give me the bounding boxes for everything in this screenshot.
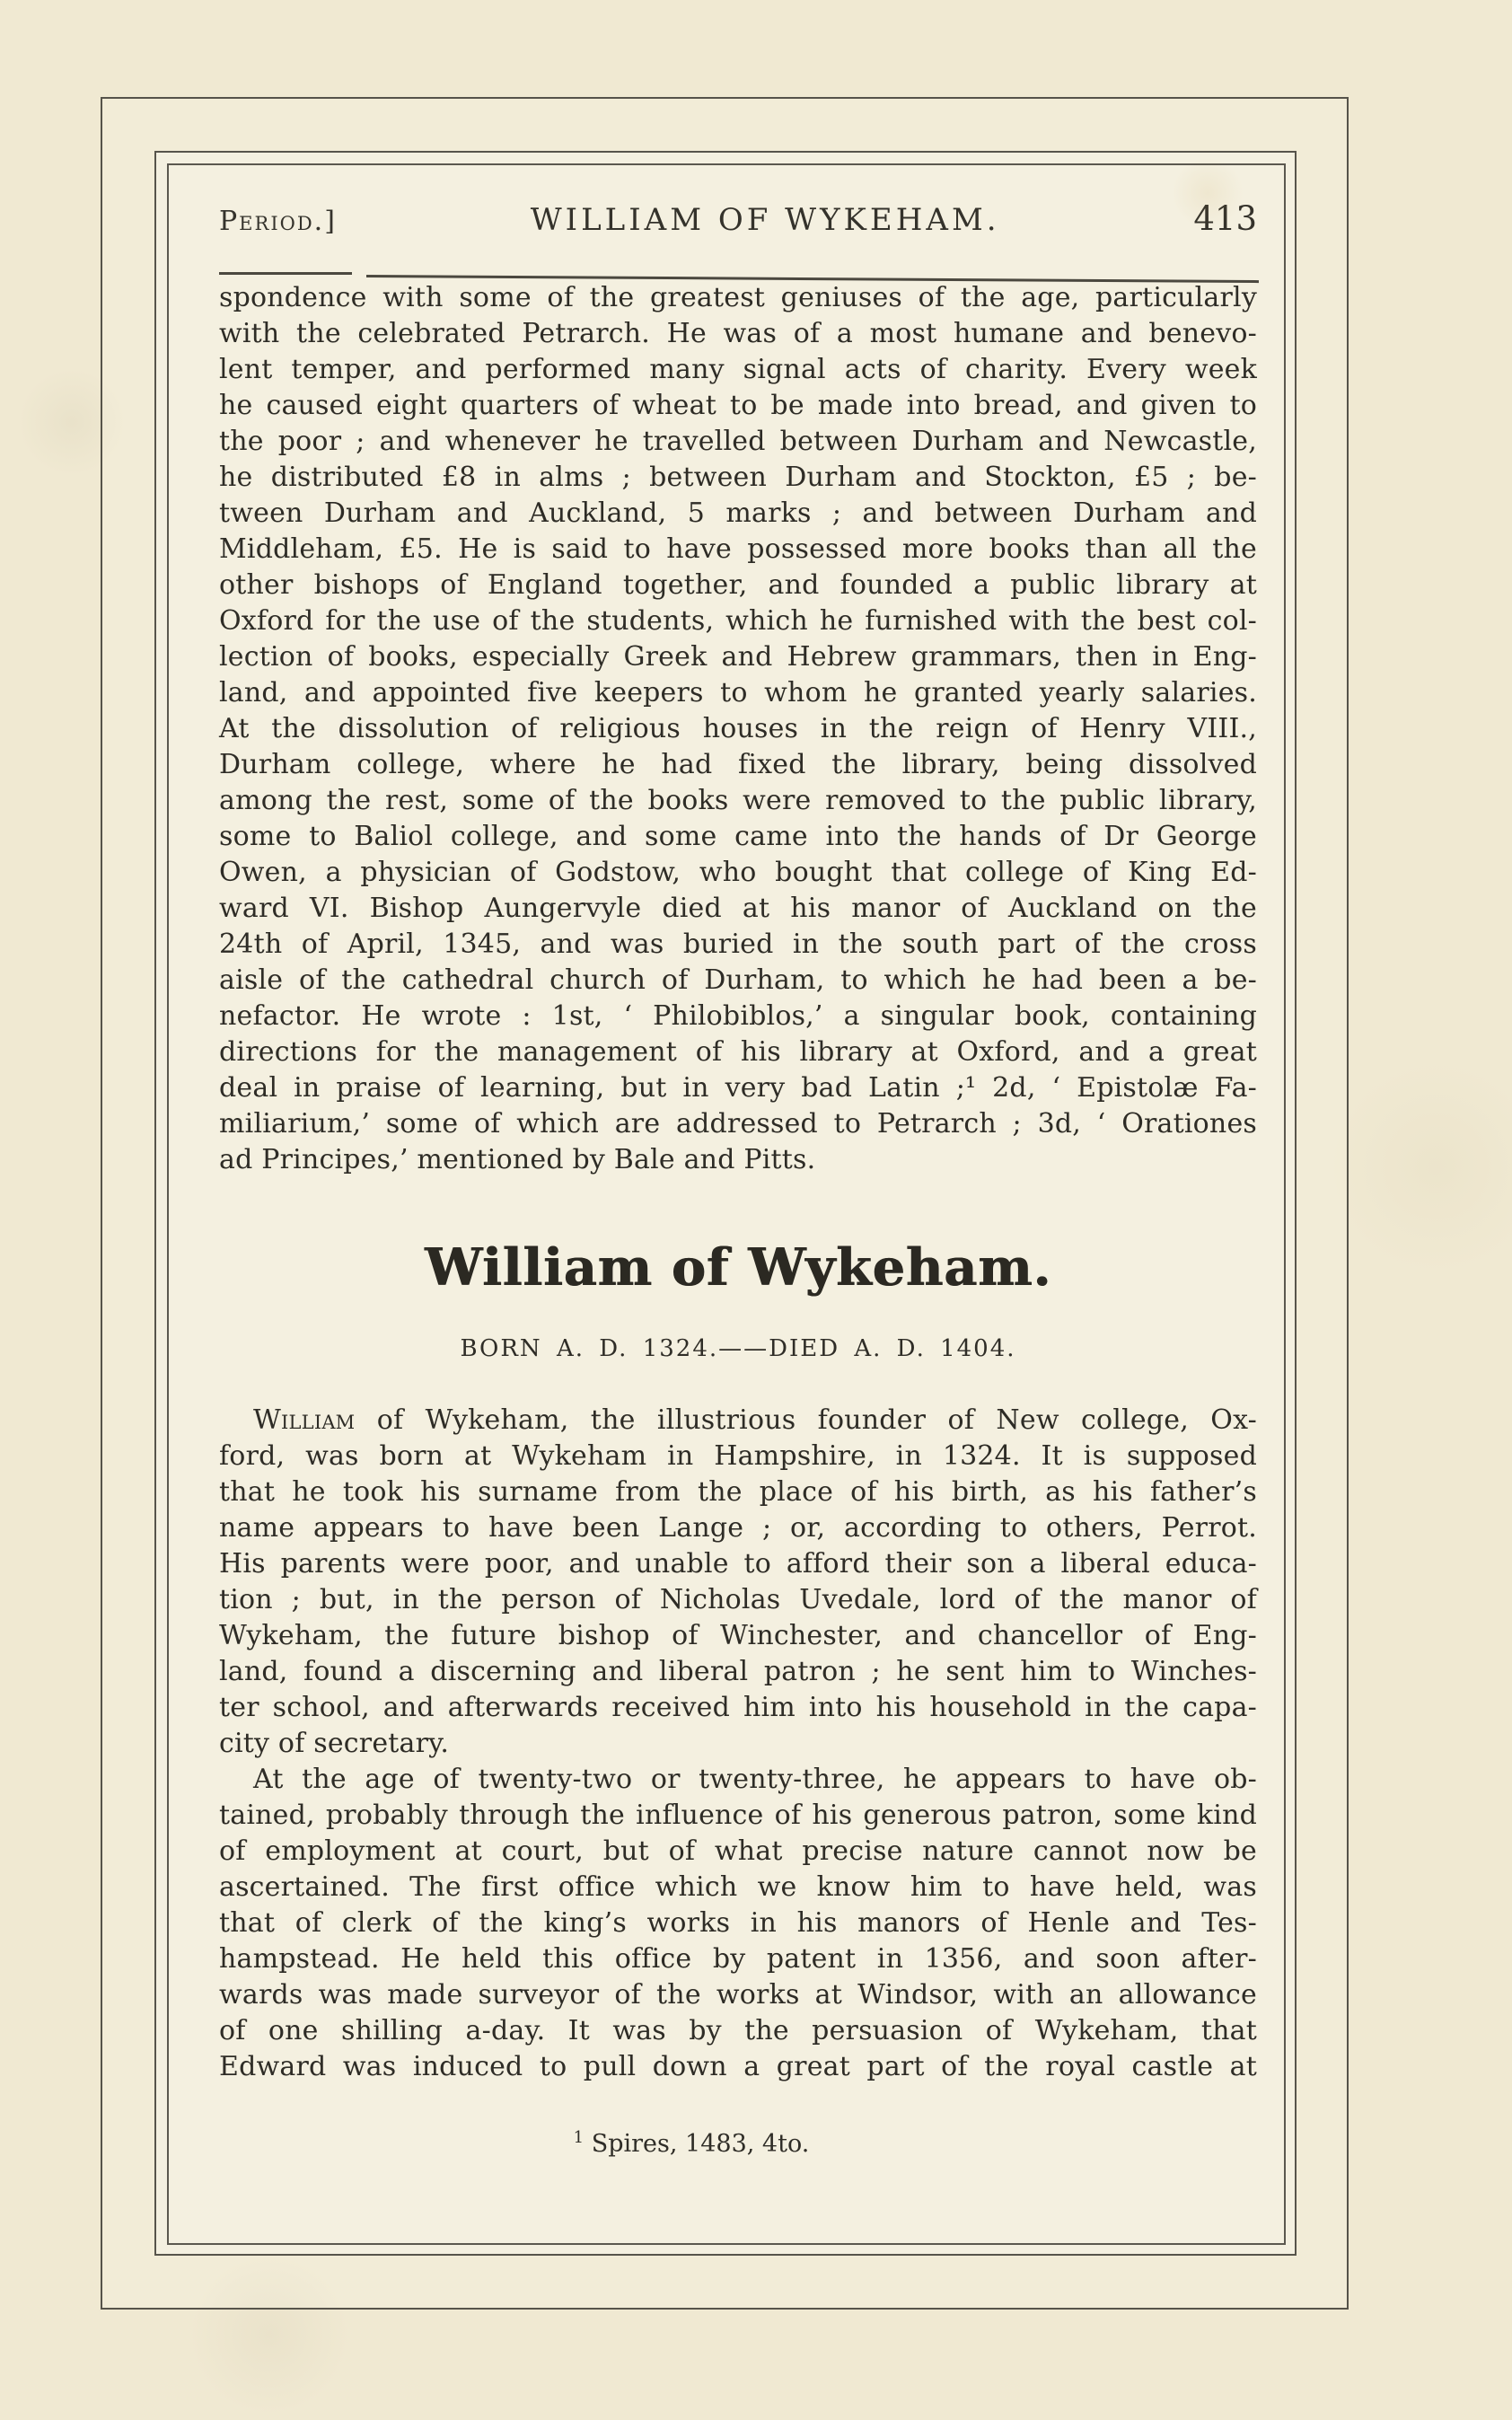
text-line: His parents were poor, and unable to afford their son a liberal educa- xyxy=(219,1548,1257,1580)
text-line: spondence with some of the greatest geniuses of the age, particularly xyxy=(219,282,1257,313)
section-title-blackletter: William of Wykeham. xyxy=(424,1237,1052,1298)
text-line: aisle of the cathedral church of Durham, to which he had been a be- xyxy=(219,964,1257,996)
text-line: Oxford for the use of the students, which he furnished with the best col- xyxy=(219,605,1257,637)
text-line: that he took his surname from the place of his birth, as his father’s xyxy=(219,1476,1257,1508)
lead-word-smallcaps: William xyxy=(253,1404,356,1436)
text-line: At the dissolution of religious houses in the reign of Henry VIII., xyxy=(219,713,1257,744)
text-line: tained, probably through the influence of his generous patron, some kind xyxy=(219,1800,1257,1831)
text-line: Middleham, £5. He is said to have possessed more books than all the xyxy=(219,533,1257,565)
text-line xyxy=(219,1403,1257,1439)
text-line: lent temper, and performed many signal acts of charity. Every week xyxy=(219,354,1257,385)
text-line: Wykeham, the future bishop of Winchester, and chancellor of Eng- xyxy=(219,1620,1257,1651)
text-line: of one shilling a-day. It was by the persuasion of Wykeham, that xyxy=(219,2015,1257,2046)
text-line: hampstead. He held this office by patent in 1356, and soon after- xyxy=(219,1943,1257,1975)
continuation-paragraph xyxy=(219,280,1257,1178)
text-line: Durham college, where he had fixed the library, being dissolved xyxy=(219,749,1257,780)
text-line: with the celebrated Petrarch. He was of a most humane and benevo- xyxy=(219,318,1257,349)
running-header xyxy=(219,199,1257,238)
text-line: he distributed £8 in alms ; between Durham and Stockton, £5 ; be- xyxy=(219,462,1257,493)
birth-death-dates: BORN A. D. 1324.——DIED A. D. 1404. xyxy=(460,1335,1016,1362)
text-line: ascertained. The first office which we know him to have held, was xyxy=(219,1871,1257,1903)
text-line: lection of books, especially Greek and Hebrew grammars, then in Eng- xyxy=(219,641,1257,673)
text-line: some to Baliol college, and some came into the hands of Dr George xyxy=(219,821,1257,852)
paragraph-lines xyxy=(219,1439,1257,1762)
text-line: At the age of twenty-two or twenty-three, he appears to have ob- xyxy=(253,1764,1257,1795)
text-line: wards was made surveyor of the works at Windsor, with an allowance xyxy=(219,1979,1257,2011)
text-line: ad Principes,’ mentioned by Bale and Pitts. xyxy=(219,1144,816,1175)
biography-paragraph-second xyxy=(219,1762,1257,2085)
text-line: of employment at court, but of what precise nature cannot now be xyxy=(219,1835,1257,1867)
page-number: 413 xyxy=(1193,199,1257,238)
text-line: he caused eight quarters of wheat to be made into bread, and given to xyxy=(219,390,1257,421)
text-line: ter school, and afterwards received him into his household in the capa- xyxy=(219,1692,1257,1723)
header-period-label: Period.] xyxy=(219,206,337,237)
footnote xyxy=(219,2130,1257,2158)
text-line: Owen, a physician of Godstow, who bought that college of King Ed- xyxy=(219,857,1257,888)
text-line: city of secretary. xyxy=(219,1728,450,1759)
text-line: Edward was induced to pull down a great part of the royal castle at xyxy=(219,2051,1257,2082)
header-rule-short-segment xyxy=(219,272,352,275)
text-line: other bishops of England together, and founded a public library at xyxy=(219,569,1257,601)
footnote-text: Spires, 1483, 4to. xyxy=(591,2130,810,2158)
biography-paragraph-first xyxy=(219,1403,1257,1762)
text-line: deal in praise of learning, but in very bad Latin ;¹ 2d, ‘ Epistolæ Fa- xyxy=(219,1072,1257,1104)
text-line: directions for the management of his library at Oxford, and a great xyxy=(219,1036,1257,1068)
text-line: among the rest, some of the books were removed to the public library, xyxy=(219,785,1257,816)
text-line: ward VI. Bishop Aungervyle died at his manor of Auckland on the xyxy=(219,893,1257,924)
text-line: land, and appointed five keepers to whom he granted yearly salaries. xyxy=(219,677,1257,708)
text-line: land, found a discerning and liberal patron ; he sent him to Winches- xyxy=(219,1656,1257,1687)
running-title: WILLIAM OF WYKEHAM. xyxy=(530,202,1000,238)
lead-line-rest: of Wykeham, the illustrious founder of New college, Ox- xyxy=(355,1404,1257,1436)
text-line: name appears to have been Lange ; or, according to others, Perrot. xyxy=(219,1512,1257,1544)
text-line: nefactor. He wrote : 1st, ‘ Philobiblos,’ a singular book, containing xyxy=(219,1000,1257,1032)
text-line: the poor ; and whenever he travelled between Durham and Newcastle, xyxy=(219,426,1257,457)
footnote-marker: 1 xyxy=(573,2128,585,2147)
text-line: 24th of April, 1345, and was buried in the south part of the cross xyxy=(219,928,1257,960)
text-line: miliarium,’ some of which are addressed to Petrarch ; 3d, ‘ Orationes xyxy=(219,1108,1257,1140)
text-line: tween Durham and Auckland, 5 marks ; and between Durham and xyxy=(219,497,1257,529)
text-line: that of clerk of the king’s works in his manors of Henle and Tes- xyxy=(219,1907,1257,1939)
text-line: tion ; but, in the person of Nicholas Uvedale, lord of the manor of xyxy=(219,1584,1257,1615)
text-line: ford, was born at Wykeham in Hampshire, in 1324. It is supposed xyxy=(219,1440,1257,1472)
